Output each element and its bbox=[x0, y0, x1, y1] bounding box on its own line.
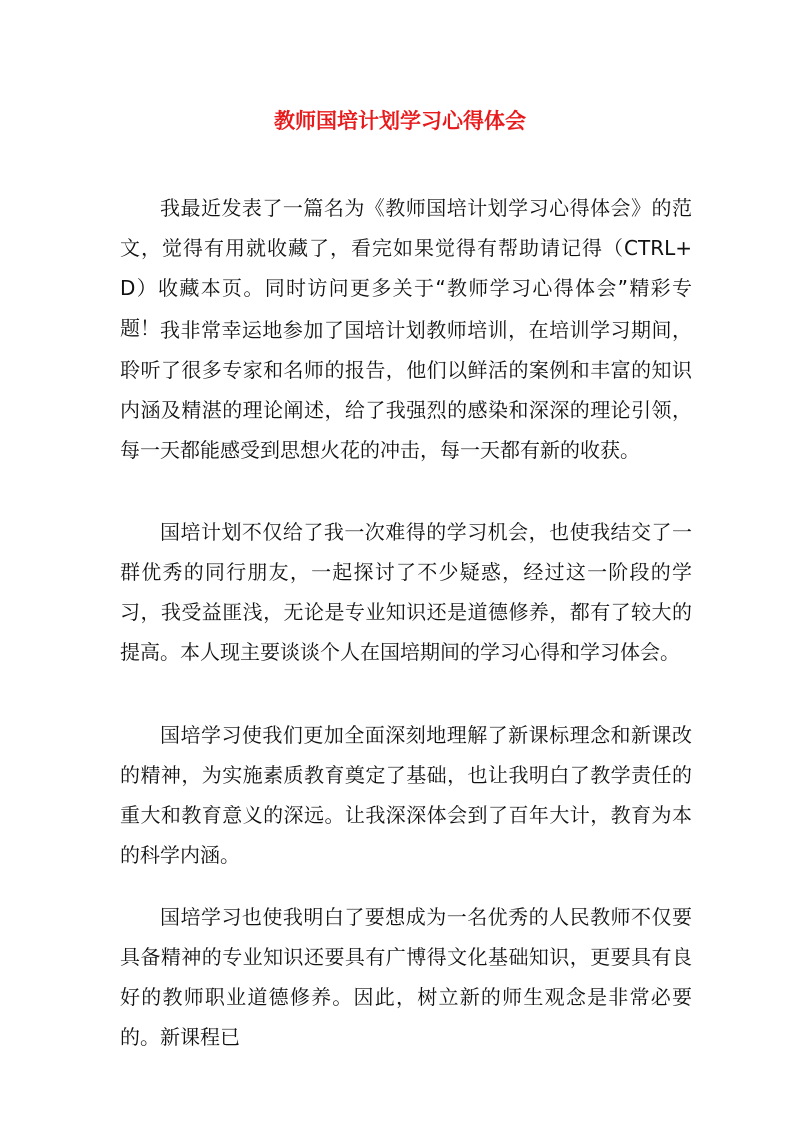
document-title: 教师国培计划学习心得体会 bbox=[274, 109, 526, 133]
paragraph-opportunity: 国培计划不仅给了我一次难得的学习机会，也使我结交了一群优秀的同行朋友，一起探讨了不少疑惑，经过这一阶段的学习，我受益匪浅，无论是专业知识还是道德修养，都有了较大的提高。本人现主要谈谈个人在国培期间的学习心得和学习体会。 bbox=[120, 520, 692, 664]
paragraph-curriculum: 国培学习使我们更加全面深刻地理解了新课标理念和新课改的精神，为实施素质教育奠定了基础，也让我明白了教学责任的重大和教育意义的深远。让我深深体会到了百年大计，教育为本的科学内涵。 bbox=[120, 723, 692, 867]
paragraph-training: 我非常幸运地参加了国培计划教师培训，在培训学习期间，聆听了很多专家和名师的报告，他们以鲜活的案例和丰富的知识内涵及精湛的理论阐述，给了我强烈的感染和深深的理论引领，每一天都能感受到思想火花的冲击，每一天都有新的收获。 bbox=[120, 318, 692, 462]
paragraph-intro: 我最近发表了一篇名为《教师国培计划学习心得体会》的范文，觉得有用就收藏了，看完如果觉得有帮助请记得（CTRL+D）收藏本页。同时访问更多关于“教师学习心得体会”精彩专题！ bbox=[120, 196, 692, 340]
paragraph-ethics: 国培学习也使我明白了要想成为一名优秀的人民教师不仅要具备精神的专业知识还要具有广博得文化基础知识，更要具有良好的教师职业道德修养。因此，树立新的师生观念是非常必要的。新课程已 bbox=[120, 905, 692, 1049]
